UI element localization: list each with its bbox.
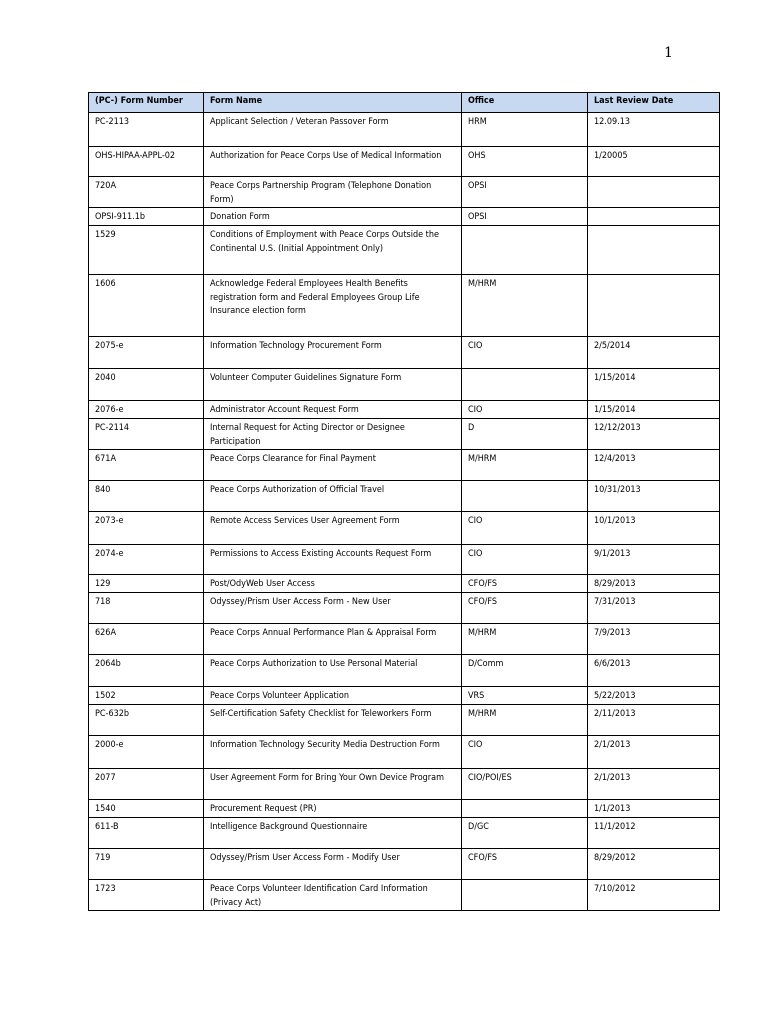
cell-office: M/HRM: [462, 450, 588, 481]
table-row: [89, 687, 720, 705]
cell-last-review-date: 12/4/2013: [588, 450, 720, 481]
cell-office: CFO/FS: [462, 575, 588, 593]
table-header-row: [89, 93, 720, 113]
cell-form-number: 1606: [89, 275, 204, 337]
cell-last-review-date: 12.09.13: [588, 113, 720, 147]
cell-form-number: 840: [89, 481, 204, 512]
cell-office: [462, 880, 588, 911]
cell-form-number: PC-632b: [89, 705, 204, 736]
cell-form-number: 2000-e: [89, 736, 204, 769]
cell-office: [462, 800, 588, 818]
cell-form-name: Self-Certification Safety Checklist for Teleworkers Form: [204, 705, 462, 736]
table-row: [89, 655, 720, 687]
table-row: [89, 226, 720, 275]
cell-form-name: Procurement Request (PR): [204, 800, 462, 818]
table-row: [89, 208, 720, 226]
cell-last-review-date: 5/22/2013: [588, 687, 720, 705]
cell-form-name: Applicant Selection / Veteran Passover Form: [204, 113, 462, 147]
cell-office: CIO/POI/ES: [462, 769, 588, 800]
cell-form-number: 1529: [89, 226, 204, 275]
cell-form-number: 129: [89, 575, 204, 593]
header-form-name: Form Name: [204, 93, 462, 113]
cell-last-review-date: [588, 275, 720, 337]
cell-form-name: User Agreement Form for Bring Your Own Device Program: [204, 769, 462, 800]
cell-last-review-date: 2/5/2014: [588, 337, 720, 369]
cell-form-name: Information Technology Security Media Destruction Form: [204, 736, 462, 769]
cell-form-number: 1540: [89, 800, 204, 818]
cell-form-number: 2073-e: [89, 512, 204, 545]
table-row: [89, 800, 720, 818]
cell-office: CIO: [462, 401, 588, 419]
table-row: [89, 147, 720, 177]
cell-form-name: Administrator Account Request Form: [204, 401, 462, 419]
cell-office: M/HRM: [462, 275, 588, 337]
cell-form-name: Post/OdyWeb User Access: [204, 575, 462, 593]
cell-last-review-date: 2/1/2013: [588, 769, 720, 800]
cell-form-name: Authorization for Peace Corps Use of Medical Information: [204, 147, 462, 177]
cell-form-name: Acknowledge Federal Employees Health Benefits registration form and Federal Employees Group Life Insurance election form: [204, 275, 462, 337]
cell-last-review-date: 1/15/2014: [588, 369, 720, 401]
table-row: [89, 419, 720, 450]
table-row: [89, 450, 720, 481]
cell-form-name: Internal Request for Acting Director or Designee Participation: [204, 419, 462, 450]
cell-form-name: Remote Access Services User Agreement Form: [204, 512, 462, 545]
cell-office: OPSI: [462, 208, 588, 226]
cell-form-name: Permissions to Access Existing Accounts Request Form: [204, 545, 462, 575]
cell-last-review-date: 11/1/2012: [588, 818, 720, 849]
table-row: [89, 769, 720, 800]
cell-form-number: 2074-e: [89, 545, 204, 575]
cell-form-number: PC-2113: [89, 113, 204, 147]
cell-last-review-date: 7/9/2013: [588, 624, 720, 655]
cell-office: CIO: [462, 736, 588, 769]
cell-office: CFO/FS: [462, 849, 588, 880]
cell-last-review-date: 2/1/2013: [588, 736, 720, 769]
forms-table: [88, 92, 720, 911]
cell-form-number: PC-2114: [89, 419, 204, 450]
cell-form-name: Peace Corps Authorization to Use Personal Material: [204, 655, 462, 687]
cell-office: CIO: [462, 545, 588, 575]
cell-office: D/GC: [462, 818, 588, 849]
cell-form-name: Peace Corps Clearance for Final Payment: [204, 450, 462, 481]
cell-form-name: Intelligence Background Questionnaire: [204, 818, 462, 849]
cell-form-name: Peace Corps Volunteer Application: [204, 687, 462, 705]
cell-last-review-date: 6/6/2013: [588, 655, 720, 687]
table-row: [89, 369, 720, 401]
cell-office: [462, 369, 588, 401]
cell-form-name: Peace Corps Volunteer Identification Card Information (Privacy Act): [204, 880, 462, 911]
page-number: 1: [664, 45, 673, 61]
cell-last-review-date: 7/10/2012: [588, 880, 720, 911]
cell-form-number: 2076-e: [89, 401, 204, 419]
cell-form-number: 1723: [89, 880, 204, 911]
cell-last-review-date: 8/29/2012: [588, 849, 720, 880]
cell-form-name: Peace Corps Annual Performance Plan & Appraisal Form: [204, 624, 462, 655]
table-row: [89, 337, 720, 369]
cell-last-review-date: 1/15/2014: [588, 401, 720, 419]
cell-form-number: 719: [89, 849, 204, 880]
table-row: [89, 849, 720, 880]
cell-last-review-date: 1/20005: [588, 147, 720, 177]
cell-office: VRS: [462, 687, 588, 705]
cell-form-number: 626A: [89, 624, 204, 655]
cell-last-review-date: [588, 226, 720, 275]
cell-form-number: 718: [89, 593, 204, 624]
table-row: [89, 624, 720, 655]
cell-last-review-date: 8/29/2013: [588, 575, 720, 593]
cell-last-review-date: 10/1/2013: [588, 512, 720, 545]
cell-last-review-date: 12/12/2013: [588, 419, 720, 450]
cell-form-number: 2040: [89, 369, 204, 401]
cell-office: D: [462, 419, 588, 450]
table-row: [89, 705, 720, 736]
cell-form-name: Peace Corps Partnership Program (Telephone Donation Form): [204, 177, 462, 208]
cell-form-number: 2077: [89, 769, 204, 800]
cell-office: CFO/FS: [462, 593, 588, 624]
cell-last-review-date: 1/1/2013: [588, 800, 720, 818]
table-row: [89, 481, 720, 512]
cell-form-name: Donation Form: [204, 208, 462, 226]
cell-office: [462, 481, 588, 512]
cell-form-name: Peace Corps Authorization of Official Travel: [204, 481, 462, 512]
table-row: [89, 880, 720, 911]
cell-form-name: Conditions of Employment with Peace Corps Outside the Continental U.S. (Initial Appointment Only): [204, 226, 462, 275]
cell-form-number: 671A: [89, 450, 204, 481]
cell-form-number: 1502: [89, 687, 204, 705]
cell-office: M/HRM: [462, 624, 588, 655]
header-last-review-date: Last Review Date: [588, 93, 720, 113]
cell-last-review-date: 9/1/2013: [588, 545, 720, 575]
cell-last-review-date: [588, 208, 720, 226]
cell-office: CIO: [462, 512, 588, 545]
table-row: [89, 177, 720, 208]
cell-last-review-date: 10/31/2013: [588, 481, 720, 512]
cell-last-review-date: 2/11/2013: [588, 705, 720, 736]
table-row: [89, 113, 720, 147]
cell-form-number: OHS-HIPAA-APPL-02: [89, 147, 204, 177]
cell-form-number: 720A: [89, 177, 204, 208]
table-row: [89, 401, 720, 419]
table-row: [89, 593, 720, 624]
cell-last-review-date: 7/31/2013: [588, 593, 720, 624]
cell-form-name: Odyssey/Prism User Access Form - Modify User: [204, 849, 462, 880]
table-row: [89, 545, 720, 575]
cell-office: HRM: [462, 113, 588, 147]
cell-office: CIO: [462, 337, 588, 369]
table-row: [89, 512, 720, 545]
table-row: [89, 275, 720, 337]
cell-form-number: 2075-e: [89, 337, 204, 369]
cell-office: [462, 226, 588, 275]
header-office: Office: [462, 93, 588, 113]
cell-form-name: Volunteer Computer Guidelines Signature Form: [204, 369, 462, 401]
header-form-number: (PC-) Form Number: [89, 93, 204, 113]
cell-office: OPSI: [462, 177, 588, 208]
table-row: [89, 818, 720, 849]
cell-form-number: OPSI-911.1b: [89, 208, 204, 226]
cell-office: OHS: [462, 147, 588, 177]
table-row: [89, 575, 720, 593]
cell-form-name: Odyssey/Prism User Access Form - New User: [204, 593, 462, 624]
cell-form-number: 2064b: [89, 655, 204, 687]
cell-form-number: 611-B: [89, 818, 204, 849]
table-row: [89, 736, 720, 769]
cell-office: D/Comm: [462, 655, 588, 687]
cell-office: M/HRM: [462, 705, 588, 736]
cell-last-review-date: [588, 177, 720, 208]
cell-form-name: Information Technology Procurement Form: [204, 337, 462, 369]
